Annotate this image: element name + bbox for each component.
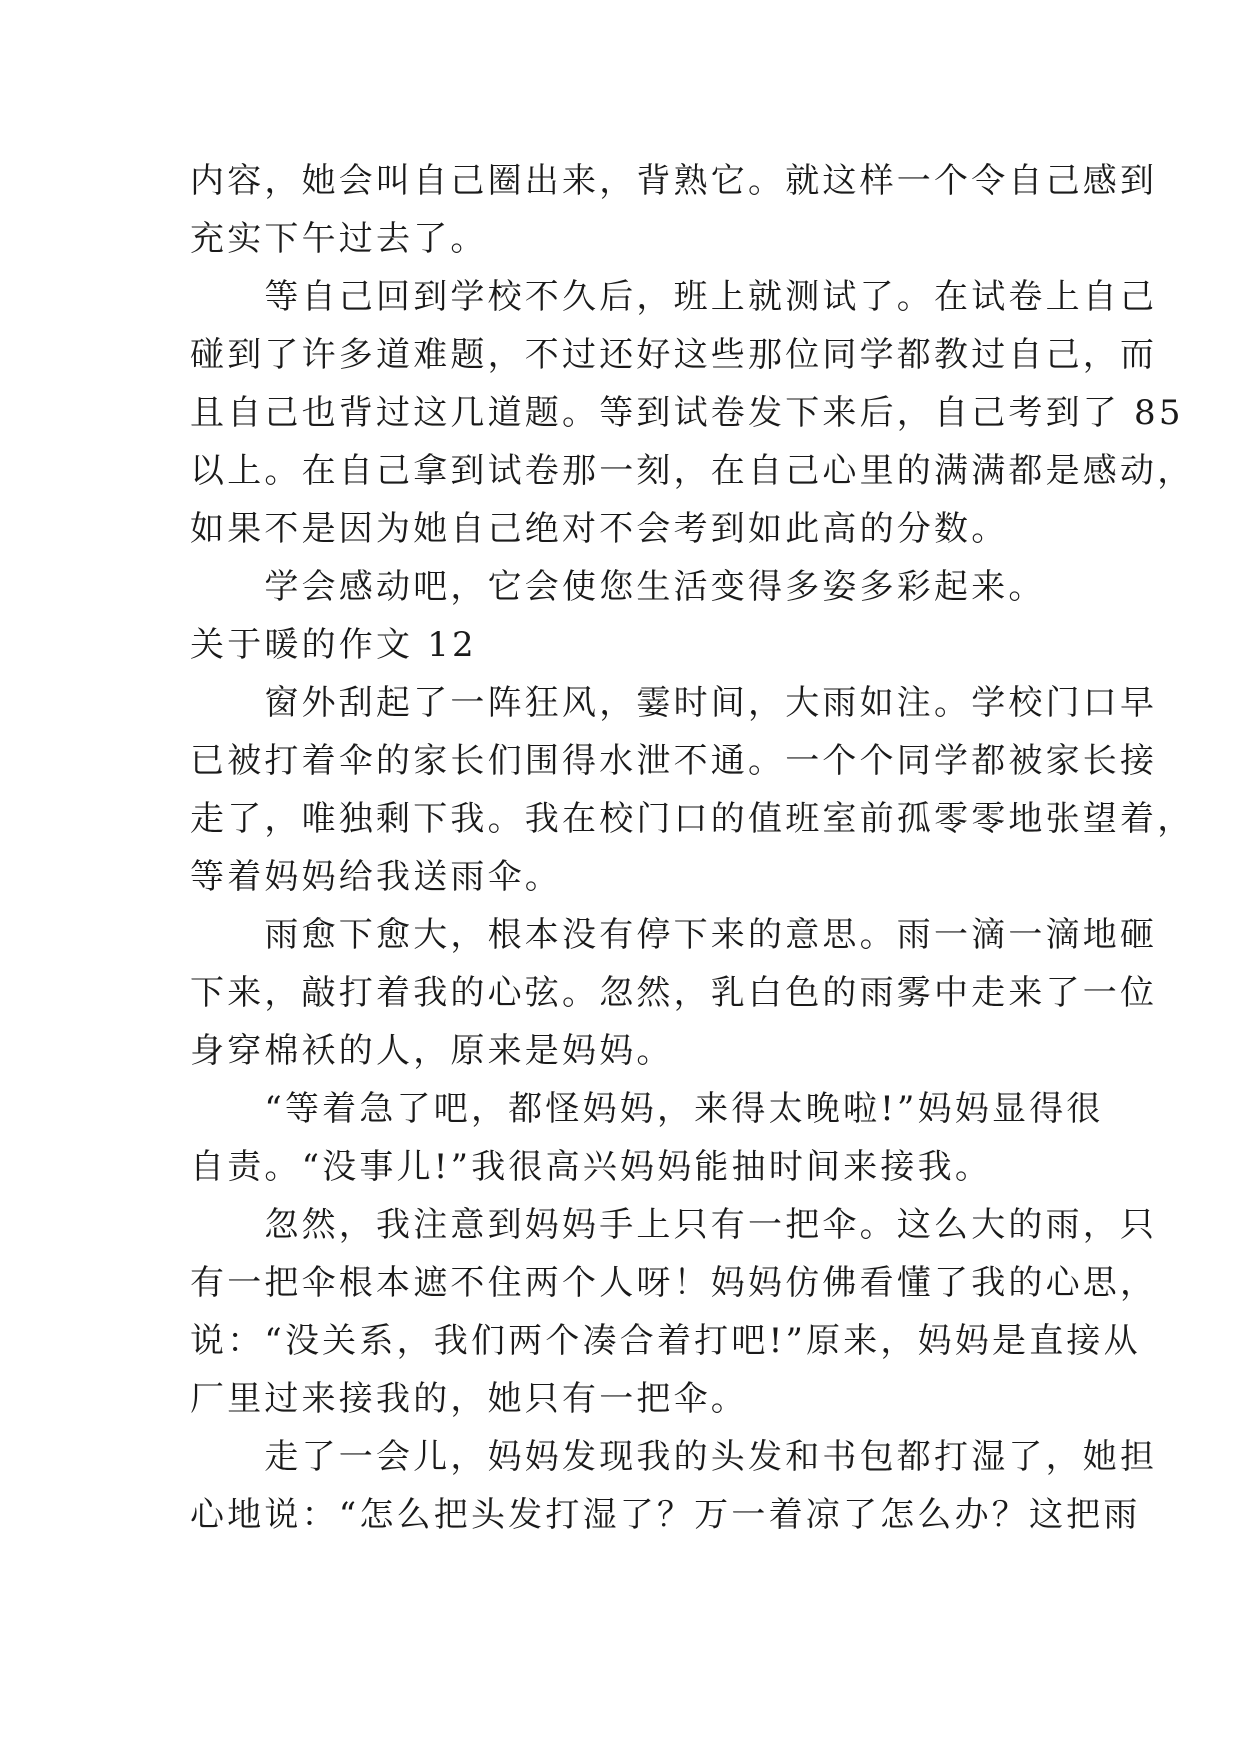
text-line: 厂里过来接我的，她只有一把伞。: [190, 1379, 748, 1419]
text-line: 内容，她会叫自己圈出来，背熟它。就这样一个令自己感到: [190, 161, 1158, 201]
text-line: 充实下午过去了。: [190, 219, 488, 259]
text-line: 等自己回到学校不久后，班上就测试了。在试卷上自己: [190, 277, 1158, 317]
text-line: 下来，敲打着我的心弦。忽然，乳白色的雨雾中走来了一位: [190, 973, 1158, 1013]
text-line: 以上。在自己拿到试卷那一刻，在自己心里的满满都是感动，: [190, 451, 1195, 491]
text-line: 心地说：“怎么把头发打湿了？万一着凉了怎么办？这把雨: [190, 1495, 1141, 1535]
text-line: 如果不是因为她自己绝对不会考到如此高的分数。: [190, 509, 1009, 549]
text-line: 走了，唯独剩下我。我在校门口的值班室前孤零零地张望着，: [190, 799, 1195, 839]
document-page: [190, 152, 1195, 1544]
text-line: 忽然，我注意到妈妈手上只有一把伞。这么大的雨，只: [190, 1205, 1158, 1245]
text-line: 碰到了许多道难题，不过还好这些那位同学都教过自己，而: [190, 335, 1158, 375]
text-line: “等着急了吧，都怪妈妈，来得太晚啦!”妈妈显得很: [190, 1089, 1104, 1129]
text-line: 窗外刮起了一阵狂风，霎时间，大雨如注。学校门口早: [190, 683, 1158, 723]
text-line: 等着妈妈给我送雨伞。: [190, 857, 562, 897]
text-line: 雨愈下愈大，根本没有停下来的意思。雨一滴一滴地砸: [190, 915, 1158, 955]
text-line: 走了一会儿，妈妈发现我的头发和书包都打湿了，她担: [190, 1437, 1158, 1477]
section-heading: 关于暖的作文 12: [190, 625, 477, 665]
text-line: 身穿棉袄的人，原来是妈妈。: [190, 1031, 674, 1071]
text-line: 学会感动吧，它会使您生活变得多姿多彩起来。: [190, 567, 1046, 607]
text-line: 已被打着伞的家长们围得水泄不通。一个个同学都被家长接: [190, 741, 1158, 781]
text-line: 自责。“没事儿!”我很高兴妈妈能抽时间来接我。: [190, 1147, 993, 1187]
text-line: 且自己也背过这几道题。等到试卷发下来后，自己考到了 85: [190, 393, 1184, 433]
text-line: 说：“没关系，我们两个凑合着打吧!”原来，妈妈是直接从: [190, 1321, 1141, 1361]
text-line: 有一把伞根本遮不住两个人呀！妈妈仿佛看懂了我的心思，: [190, 1263, 1158, 1303]
